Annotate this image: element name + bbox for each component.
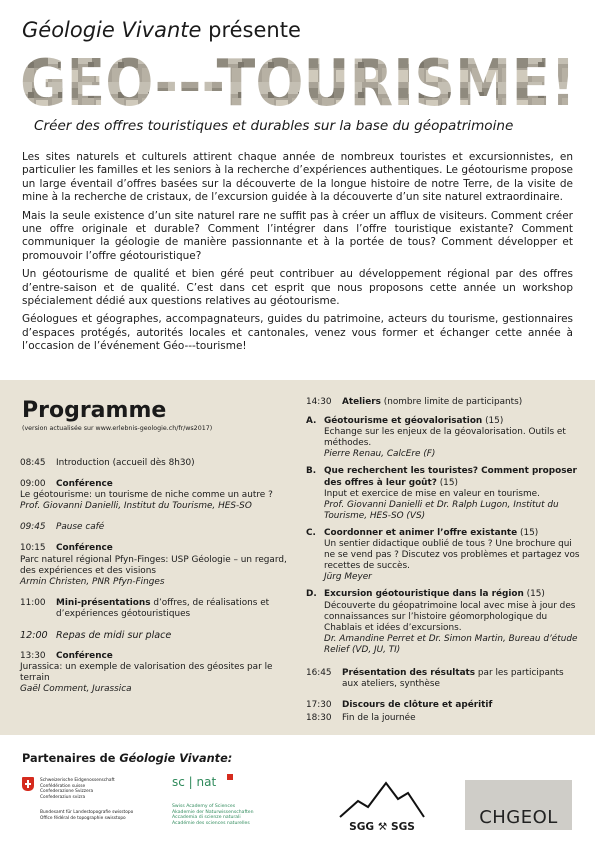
item-text: Fin de la journée — [342, 713, 416, 724]
schedule-item — [20, 458, 302, 469]
confed-line: Confédération suisse — [40, 783, 86, 789]
confed-line: Confederaziun svizra — [40, 794, 86, 800]
scnat-line: Académie des sciences naturelles — [172, 820, 250, 826]
schedule-item — [20, 598, 302, 620]
workshop-count: (15) — [482, 416, 504, 427]
schedule-item — [306, 713, 582, 724]
time: 09:45 — [20, 522, 46, 533]
workshop-letter: B. — [306, 466, 317, 477]
confederation-text — [40, 778, 115, 800]
programme-note: (version actualisée sur www.erlebnis-geologie.ch/fr/ws2017) — [22, 425, 213, 432]
workshop-title: Excursion géotouristique dans la région — [324, 589, 524, 600]
workshop-desc: Echange sur les enjeux de la géovalorisation. Outils et méthodes. — [324, 427, 566, 449]
banner-svg — [18, 47, 578, 121]
time: 09:00 — [20, 479, 46, 490]
time: 17:30 — [306, 700, 332, 711]
workshop-count: (15) — [517, 527, 539, 538]
scnat-mark — [172, 775, 322, 789]
item-label: Mini-présentations — [56, 597, 151, 608]
workshop-desc: Découverte du géopatrimoine local avec mise à jour des connaissances sur l’histoire géomorphologique du Chablais et idées d’excursions. — [324, 600, 576, 633]
item-desc: par les participants aux ateliers, synthèse — [342, 667, 564, 690]
workshop-title: Coordonner et animer l’offre existante — [324, 527, 518, 538]
page-title — [22, 18, 301, 42]
time: 10:15 — [20, 543, 46, 554]
item-label: Conférence — [56, 651, 113, 662]
scnat-text — [172, 804, 322, 826]
scnat-logo — [172, 775, 322, 835]
intro-paragraph: Géologues et géographes, accompagnateurs, guides du patrimoine, acteurs du tourisme, gestionnaires d’espaces protégés, autorités locales et cantonales, venez vous former et échanger cette année à l’occasion de l’événement Géo---tourisme! — [22, 313, 573, 353]
scnat-line: Akademie der Naturwissenschaften — [172, 809, 254, 815]
banner-text: GEO---TOURISME! — [20, 47, 576, 121]
geotourisme-banner — [18, 47, 578, 121]
speaker: Prof. Giovanni Danielli et Dr. Ralph Lugon, Institut du Tourisme, HES-SO (VS) — [324, 499, 559, 521]
workshop-count: (15) — [523, 589, 545, 600]
intro-text — [22, 151, 573, 359]
speaker: Prof. Giovanni Danielli, Institut du Tourisme, HES-SO — [20, 501, 252, 512]
item-text: Repas de midi sur place — [56, 630, 172, 642]
schedule-item — [306, 668, 582, 690]
workshop-desc: Input et exercice de mise en valeur en tourisme. — [324, 488, 540, 499]
schedule-item — [306, 397, 582, 408]
item-label: Ateliers — [342, 397, 381, 407]
workshop-d — [306, 589, 582, 656]
workshop-count: (15) — [436, 477, 458, 488]
intro-paragraph: Mais la seule existence d’un site naturel rare ne suffit pas à créer un afflux de visiteurs. Comment créer une offre originale et durable? Comment l’intégrer dans l’offre touristique existante? Comment communiquer la géologie de manière passionnante et à la portée de tous? Comment développer et promouvoir l’offre géotouristique? — [22, 209, 573, 262]
speaker: Dr. Amandine Perret et Dr. Simon Martin, Bureau d’étude Relief (VD, JU, TI) — [324, 633, 578, 655]
confed-line: Schweizerische Eidgenossenschaft — [40, 778, 115, 783]
scnat-wordmark: sc | nat — [172, 775, 217, 789]
title-brand: Géologie Vivante — [22, 18, 202, 42]
scnat-line: Swiss Academy of Sciences — [172, 804, 236, 809]
workshop-a — [306, 416, 582, 460]
swiss-cross-icon — [227, 774, 233, 780]
schedule-item — [20, 543, 302, 587]
workshop-letter: D. — [306, 589, 317, 600]
item-text — [342, 397, 582, 408]
intro-paragraph: Les sites naturels et culturels attirent chaque année de nombreux touristes et excursionnistes, en particulier les familles et les seniors à la recherche d’expériences authentiques. Le géotourisme propose un large éventail d’offres basées sur la découverte de la longue histoire de notre Terre, de la visite de mine à la recherche de cristaux, de l’excursion guidée à la découverte d’un site naturel extraordinaire. — [22, 151, 573, 204]
item-text: Le géotourisme: un tourisme de niche comme un autre ? — [20, 490, 273, 501]
programme-left-column — [20, 458, 302, 706]
item-text — [342, 668, 582, 690]
speaker: Gaël Comment, Jurassica — [20, 684, 132, 695]
item-text — [56, 598, 302, 620]
item-label: Conférence — [56, 543, 113, 554]
time: 08:45 — [20, 458, 46, 468]
schedule-item — [20, 479, 302, 512]
swisstopo-logo — [22, 777, 142, 833]
partners-title — [22, 752, 232, 765]
time: 16:45 — [306, 667, 332, 678]
item-text: Pause café — [56, 522, 105, 533]
sgg-text: SGG ⚒ SGS — [349, 821, 415, 833]
workshop-letter: A. — [306, 416, 317, 427]
workshop-title: Que recherchent les touristes? Comment proposer des offres à leur goût? — [324, 466, 577, 488]
item-desc: d’offres, de réalisations et d’expériences géotouristiques — [56, 597, 270, 619]
scnat-line: Accademia di scienze naturali — [172, 815, 241, 821]
intro-paragraph: Un géotourisme de qualité et bien géré peut contribuer au développement régional par des offres d’entre-saison et de qualité. C’est dans cet esprit que nous proposons cette année un workshop spécialement dédié aux questions relatives au géotourisme. — [22, 268, 573, 308]
office-line: Office fédéral de topographie swisstopo — [40, 815, 126, 821]
item-text: Parc naturel régional Pfyn-Finges: USP Géologie – un regard, des expériences et des visions — [20, 554, 287, 576]
workshop-c — [306, 528, 582, 583]
confed-line: Confederazione Svizzera — [40, 789, 94, 795]
programme-title: Programme — [22, 398, 167, 423]
title-rest: présente — [201, 18, 301, 42]
schedule-item — [306, 700, 582, 711]
speaker: Armin Christen, PNR Pfyn-Finges — [20, 576, 165, 587]
item-label: Présentation des résultats — [342, 667, 476, 678]
item-desc: (nombre limite de participants) — [380, 397, 523, 407]
schedule-item — [20, 522, 302, 533]
schedule-item — [20, 651, 302, 695]
time: 12:00 — [20, 630, 48, 642]
programme-right-column — [306, 397, 582, 734]
item-label: Discours de clôture et apéritif — [342, 700, 493, 711]
chgeol-text: CHGEOL — [479, 807, 558, 828]
subtitle: Créer des offres touristiques et durables sur la base du géopatrimoine — [34, 118, 514, 134]
workshop-desc: Un sentier didactique oublié de tous ? Une brochure qui ne se vend pas ? Discutez vos problèmes et partagez vos recettes de succès. — [324, 539, 580, 572]
swiss-flag-icon — [22, 777, 34, 791]
workshop-title: Géotourisme et géovalorisation — [324, 416, 483, 427]
partners-brand: Géologie Vivante: — [119, 752, 233, 765]
sgg-sgs-logo — [338, 775, 426, 831]
time: 14:30 — [306, 397, 332, 407]
time: 11:00 — [20, 597, 46, 608]
office-line: Bundesamt für Landestopografie swisstopo — [40, 810, 134, 815]
speaker: Jürg Meyer — [324, 572, 372, 583]
swisstopo-text — [40, 810, 133, 821]
item-text: Jurassica: un exemple de valorisation des géosites par le terrain — [20, 662, 273, 684]
item-label: Conférence — [56, 479, 113, 490]
workshop-b — [306, 466, 582, 521]
item-text: Introduction (accueil dès 8h30) — [56, 458, 195, 468]
schedule-item — [20, 630, 302, 641]
workshop-letter: C. — [306, 527, 316, 538]
mountain-icon — [338, 775, 426, 821]
chgeol-logo — [465, 780, 572, 830]
partners-prefix: Partenaires de — [22, 752, 120, 765]
time: 13:30 — [20, 651, 46, 662]
speaker: Pierre Renau, CalcEre (F) — [324, 449, 436, 460]
time: 18:30 — [306, 713, 332, 724]
